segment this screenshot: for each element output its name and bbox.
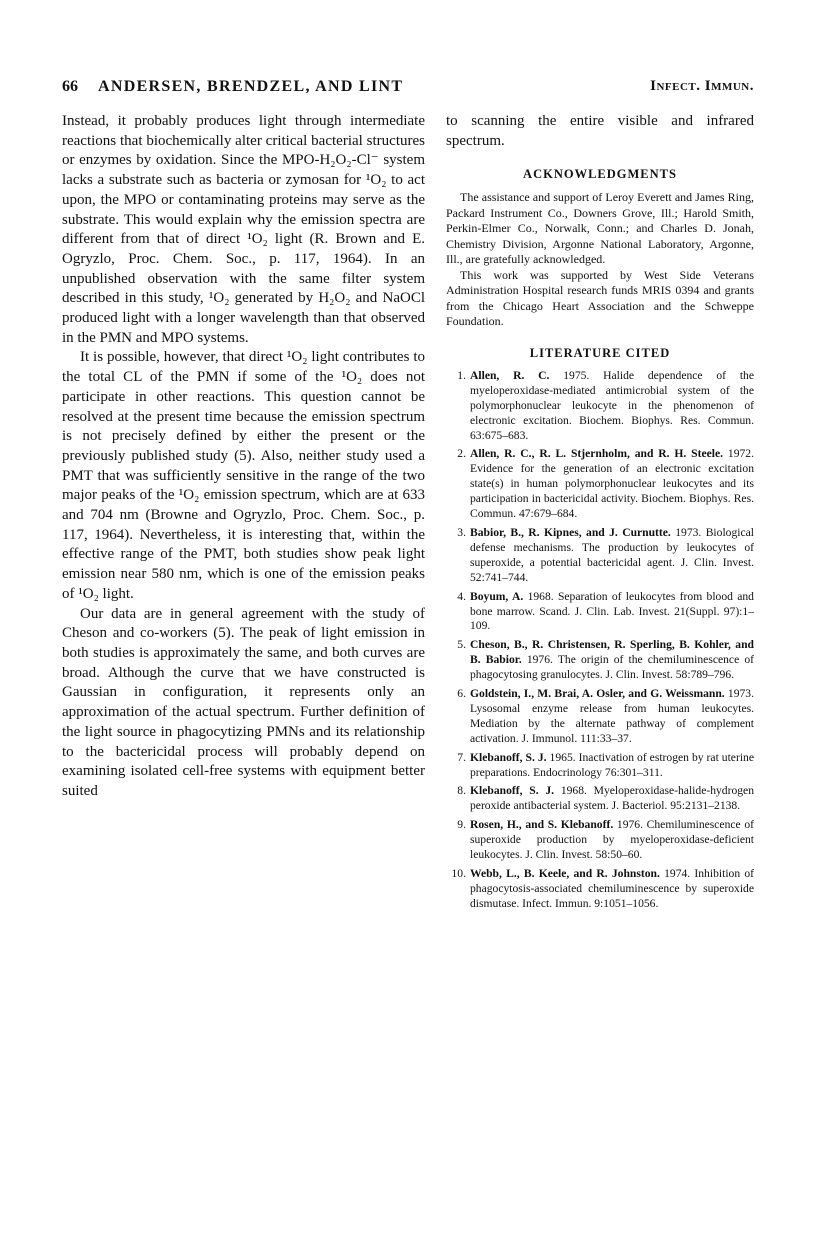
reference-authors: Klebanoff, S. J.	[470, 750, 547, 764]
literature-cited-heading: LITERATURE CITED	[529, 345, 671, 360]
body-paragraph: Our data are in general agreement with the study of Cheson and co-workers (5). The peak of light emission in both studies is approximately the same, and both curves are broad. Although the curve that we have constructed is Gaussian in configuration, it represents only an approximation of the actual spectrum. Further definition of the light source in phagocytizing PMNs and its relationship to the bactericidal process will probably depend on examining isolated cell-free systems with equipment better suited	[62, 605, 425, 799]
reference-item	[446, 687, 754, 747]
reference-authors: Klebanoff, S. J.	[470, 784, 555, 798]
reference-item	[446, 638, 754, 683]
reference-authors: Babior, B., R. Kipnes, and J. Curnutte.	[470, 525, 671, 539]
reference-number: 3.	[457, 525, 466, 539]
running-head: ANDERSEN, BRENDZEL, AND LINT	[98, 78, 404, 95]
reference-text: 1965. Inactivation of estrogen by rat uterine preparations. Endocrinology 76:301–311.	[470, 750, 754, 779]
page-header	[62, 78, 754, 102]
reference-number: 6.	[457, 687, 466, 701]
reference-authors: Webb, L., B. Keele, and R. Johnston.	[470, 867, 660, 880]
reference-number: 1.	[457, 368, 466, 382]
body-paragraph: Instead, it probably produces light through intermediate reactions that biochemically alter critical bacterial structures or enzymes by oxidation. Since the MPO-H₂O₂-Cl⁻ system lacks a substrate such as bacteria or zymosan for ¹O₂ to act upon, the MPO or contaminating proteins may serve as the substrate. This would explain why the emission spectra are different from that of direct ¹O₂ light (R. Brown and E. Ogryzlo, Proc. Chem. Soc., p. 117, 1964). In an unpublished observation with the same filter system described in this study, ¹O₂ generated by H₂O₂ and NaOCl produced light with a longer wavelength than that observed in the PMN and MPO systems.	[62, 113, 425, 346]
reference-item	[446, 369, 754, 444]
reference-text: 1973. Lysosomal enzyme release from human leukocytes. Mediation by the alternate pathway of complement activation. J. Immunol. 111:33–37.	[470, 687, 754, 745]
reference-item	[446, 526, 754, 586]
funding-paragraph: This work was supported by West Side Veterans Administration Hospital research funds MRIS 0394 and grants from the Chicago Heart Association and the Schweppe Foundation.	[446, 267, 754, 329]
body-paragraph: It is possible, however, that direct ¹O₂ light contributes to the total CL of the PMN if some of the ¹O₂ does not participate in other reactions. This question cannot be resolved at the present time because the emission spectrum is not precisely defined by either the present or the previously published study (5). Also, neither study used a PMT that was sufficiently sensitive in the range of the two major peaks of the ¹O₂ emission spectrum, which are at 633 and 704 nm (Browne and Ogryzlo, Proc. Chem. Soc., p. 117, 1964). Nevertheless, it is interesting that, within the effective range of the PMT, both studies show peak light emission near 580 nm, which is one of the emission peaks of ¹O₂ light.	[62, 349, 425, 602]
reference-number: 7.	[457, 750, 466, 764]
journal-name: Infect. Immun.	[650, 78, 754, 94]
reference-item	[446, 784, 754, 814]
reference-text: 1976. The origin of the chemiluminescence of phagocytosing granulocytes. J. Clin. Invest. 58:789–796.	[470, 653, 754, 682]
reference-number: 8.	[457, 784, 466, 798]
reference-number: 2.	[457, 447, 466, 461]
body-paragraph-continuation: to scanning the entire visible and infrared spectrum.	[446, 113, 754, 149]
acknowledgments-paragraph: The assistance and support of Leroy Everett and James Ring, Packard Instrument Co., Downers Grove, Ill.; Harold Smith, Perkin-Elmer Co., Norwalk, Conn.; and Charles D. Jonah, Chemistry Division, Argonne National Laboratory, Argonne, Ill., are gratefully acknowledged.	[446, 190, 754, 267]
reference-item	[446, 590, 754, 635]
reference-item	[446, 867, 754, 912]
reference-authors: Allen, R. C., R. L. Stjernholm, and R. H. Steele.	[470, 447, 724, 461]
reference-text: 1968. Separation of leukocytes from blood and bone marrow. Scand. J. Clin. Lab. Invest. 21(Suppl. 97):1–109.	[470, 589, 754, 633]
reference-text: 1974. Inhibition of phagocytosis-associated chemiluminescence by superoxide dismutase. Infect. Immun. 9:1051–1056.	[470, 867, 755, 910]
reference-number: 9.	[457, 818, 466, 832]
reference-text: 1973. Biological defense mechanisms. The production by leukocytes of superoxide, a potential bactericidal agent. J. Clin. Invest. 52:741–744.	[470, 525, 754, 584]
reference-number: 10.	[451, 867, 466, 880]
reference-item	[446, 751, 754, 781]
reference-text: 1976. Chemiluminescence of superoxide production by myeloperoxidase-deficient leukocytes. J. Clin. Invest. 58:50–60.	[470, 818, 754, 862]
reference-number: 5.	[457, 638, 466, 652]
reference-authors: Goldstein, I., M. Brai, A. Osler, and G. Weissmann.	[470, 687, 725, 701]
reference-authors: Allen, R. C.	[470, 368, 550, 382]
reference-authors: Cheson, B., R. Christensen, R. Sperling, B. Kohler, and B. Babior.	[470, 638, 754, 667]
reference-item	[446, 447, 754, 522]
page-number: 66	[62, 78, 78, 95]
acknowledgments-heading: ACKNOWLEDGMENTS	[523, 167, 677, 182]
reference-text: 1968. Myeloperoxidase-halide-hydrogen peroxide antibacterial system. J. Bacteriol. 95:2131–2138.	[470, 784, 754, 813]
reference-text: 1975. Halide dependence of the myeloperoxidase-mediated antimicrobial system of the polymorphonuclear leukocyte in the phenomenon of electronic excitation. Biochem. Biophys. Res. Commun. 63:675–683.	[470, 368, 754, 442]
reference-list	[446, 369, 754, 912]
reference-text: 1972. Evidence for the generation of an electronic excitation state(s) in human polymorphonuclear leukocytes and its participation in bactericidal activity. Biochem. Biophys. Res. Commun. 47:679–684.	[470, 447, 755, 521]
right-column	[446, 112, 754, 916]
reference-authors: Rosen, H., and S. Klebanoff.	[470, 818, 614, 832]
reference-item	[446, 818, 754, 863]
left-column	[62, 112, 425, 802]
reference-authors: Boyum, A.	[470, 589, 524, 603]
reference-number: 4.	[457, 589, 466, 603]
